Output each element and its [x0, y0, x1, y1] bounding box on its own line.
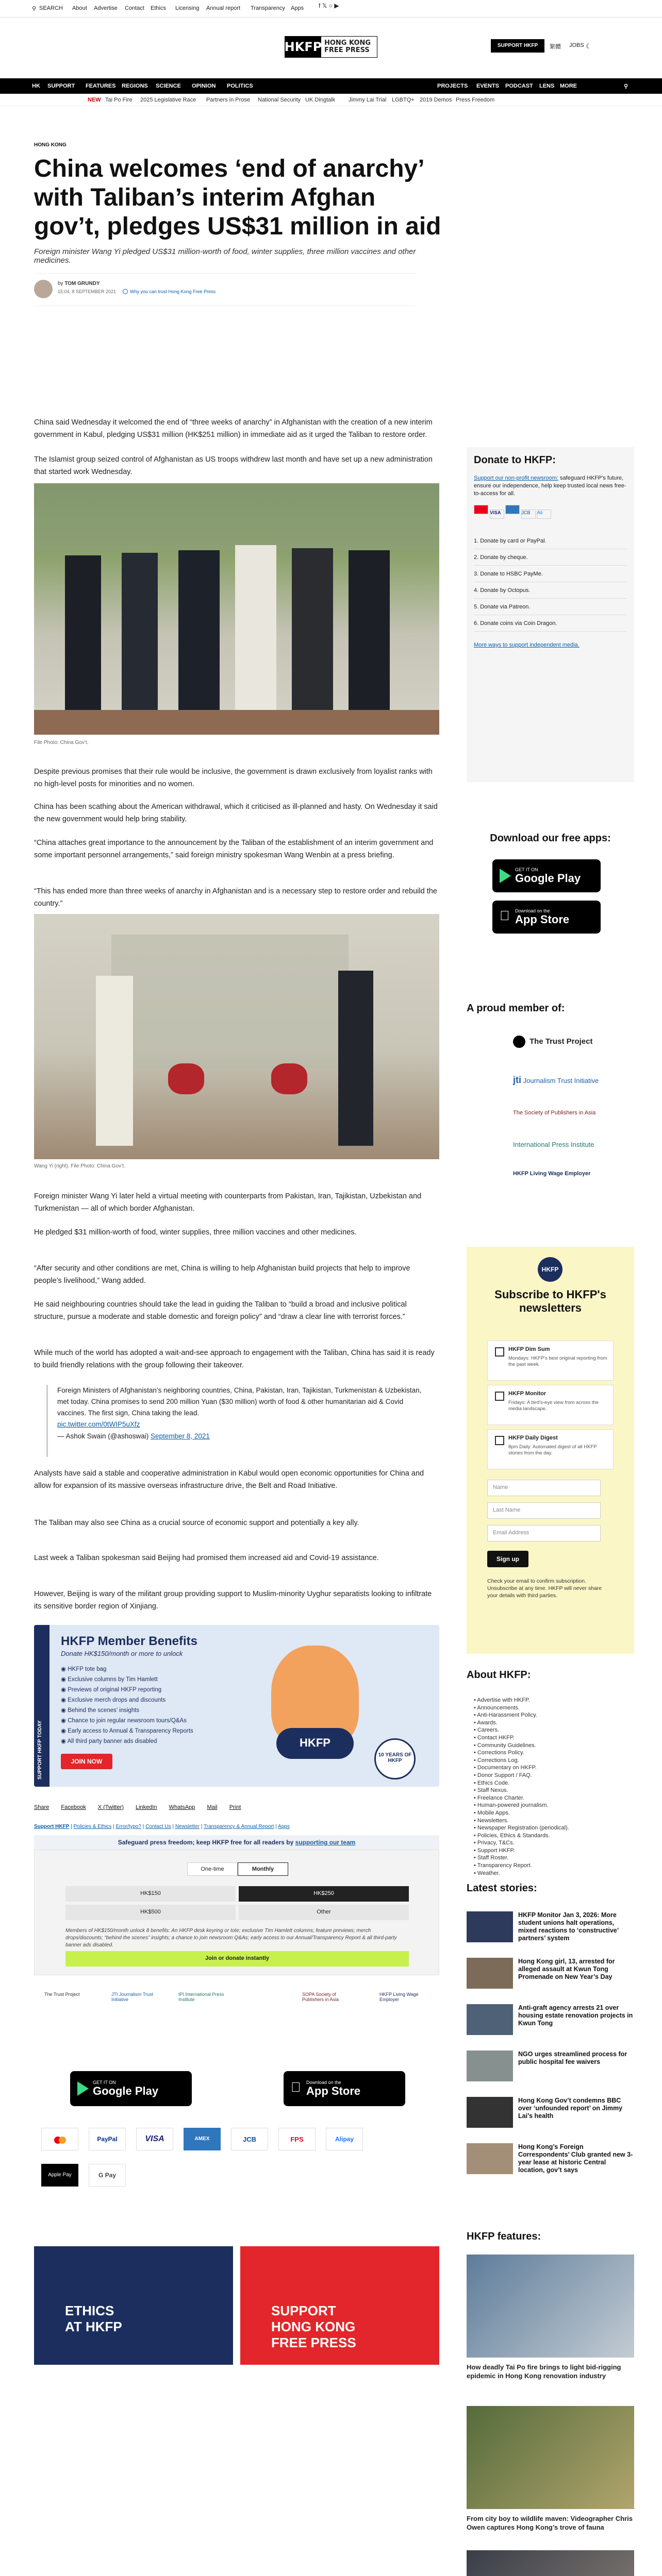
nav-events[interactable]: EVENTS	[476, 83, 500, 89]
footer-link[interactable]: Newsletter	[175, 1824, 200, 1829]
donate-method[interactable]: 2. Donate by cheque.	[474, 549, 627, 566]
about-box	[467, 1669, 634, 1877]
nav-support[interactable]: SUPPORT	[47, 83, 75, 89]
feature-title[interactable]: From city boy to wildlife maven: Videographer Chris Owen captures Hong Kong’s trove of fauna	[467, 2515, 633, 2531]
feature-image[interactable]	[467, 2550, 634, 2576]
nav-features[interactable]: FEATURES	[86, 83, 116, 89]
article-subtitle: Foreign minister Wang Yi pledged US$31 million-worth of food, winter supplies, three million vaccines and other medicines.	[34, 247, 416, 265]
about-link[interactable]: • Support HKFP.	[474, 1847, 515, 1854]
about-links	[467, 1697, 634, 1877]
sidebar-payment-icons: VISA JCB Ali	[474, 505, 627, 528]
search-icon[interactable]: ⚲	[32, 6, 37, 12]
apple-icon	[500, 909, 512, 922]
top-link-apps[interactable]: Apps	[291, 5, 304, 11]
about-link[interactable]: • Documentary on HKFP.	[474, 1765, 537, 1771]
payment-icons	[41, 2128, 433, 2200]
footer-link[interactable]: Support HKFP	[34, 1824, 70, 1829]
share-facebook[interactable]: Facebook	[61, 1804, 86, 1810]
member-benefits-banner[interactable]	[34, 1625, 439, 1787]
about-link[interactable]: • Policies, Ethics & Standards.	[474, 1832, 550, 1839]
gp-caption: GET IT ON	[93, 2080, 116, 2085]
safeguard-text: Safeguard press freedom; keep HKFP free for all readers by	[118, 1839, 294, 1846]
donate-desc: safeguard HKFP's future, ensure our independence, help keep trusted local news free-to-access for all.	[474, 475, 626, 497]
footer-link[interactable]: Policies & Ethics	[73, 1824, 112, 1829]
sidebar-app-store-button[interactable]	[492, 901, 601, 934]
ethics-banner[interactable]	[34, 2246, 233, 2365]
article-paragraph: The Taliban may also see China as a crucial source of economic support and potentially a key ally.	[34, 1519, 359, 1527]
support-hkfp-button[interactable]: SUPPORT HKFP	[491, 39, 544, 53]
about-link[interactable]: • Anti-Harassment Policy.	[474, 1712, 537, 1719]
share-whatsapp[interactable]: WhatsApp	[169, 1804, 195, 1810]
jobs-link[interactable]: JOBS	[569, 42, 584, 48]
info-icon	[123, 289, 128, 294]
badge-trust-project[interactable]: The Trust Project	[44, 1992, 80, 1997]
top-bar	[0, 0, 662, 18]
as-caption: Download on the	[515, 908, 550, 913]
ticker-item[interactable]: Partners in Prose	[206, 97, 250, 103]
join-now-button[interactable]: JOIN NOW	[61, 1754, 112, 1769]
nav-projects[interactable]: PROJECTS	[437, 83, 468, 89]
trust-link[interactable]: Why you can trust Hong Kong Free Press	[130, 289, 216, 294]
feature-image[interactable]	[467, 2406, 634, 2509]
article-paragraph: While much of the world has adopted a wait-and-see approach to engagement with the Taliban, China has said it is ready to build friendly relations with the group following their takeover.	[34, 1349, 435, 1369]
figure-person	[65, 555, 101, 710]
banner-side-text: SUPPORT HKFP TODAY	[37, 1720, 43, 1780]
badge-sopa[interactable]: SOPA Society of Publishers in Asia	[302, 1992, 339, 2002]
badge-jti[interactable]: JTI Journalism Trust Initiative	[111, 1992, 154, 2002]
share-print[interactable]: Print	[229, 1804, 241, 1810]
share-mail[interactable]: Mail	[207, 1804, 218, 1810]
landscape-painting	[111, 935, 349, 1069]
promo-sub: Donate HK$150/month or more to unlock	[61, 1650, 183, 1657]
article-paragraph: “China attaches great importance to the announcement by the Taliban of the establishment of an interim government and some important personnel arrangements,” said foreign ministry spokesman Wang Wenbin at a press briefing.	[34, 839, 434, 859]
join-donate-button[interactable]: Join or donate instantly	[65, 1951, 409, 1967]
top-link-annual-report[interactable]: Annual report	[206, 5, 241, 11]
about-link[interactable]: • Staff Roster.	[474, 1855, 509, 1861]
email-input[interactable]: Email Address	[487, 1525, 601, 1541]
nav-hk[interactable]: HK	[32, 83, 40, 89]
amount-option[interactable]: HK$500	[65, 1905, 236, 1920]
about-link[interactable]: • Donor Support / FAQ.	[474, 1772, 532, 1778]
member-jti[interactable]: jti Journalism Trust Initiative	[513, 1075, 599, 1085]
donate-method[interactable]: 5. Donate via Patreon.	[474, 599, 627, 615]
article-paragraph: China said Wednesday it welcomed the end of “three weeks of anarchy” in Afghanistan with the creation of a new interim government in Kabul, pledging US$31 million (HK$251 million) in immediate aid as it urged the Taliban to restore order.	[34, 418, 433, 439]
article-paragraph: Last week a Taliban spokesman said Beijing had promised them increased aid and Covid-19 assistance.	[34, 1554, 379, 1562]
section-label[interactable]: HONG KONG	[34, 142, 67, 148]
about-link[interactable]: • Privacy, T&Cs.	[474, 1840, 515, 1846]
checkbox[interactable]	[495, 1436, 504, 1445]
top-link-about[interactable]: About	[72, 5, 87, 11]
promo-benefit: ◉ Chance to join regular newsroom tours/Q&As	[61, 1718, 187, 1724]
article-paragraph: However, Beijing is wary of the militant group providing support to Muslim-minority Uyghur separatists looking to infiltrate its sensitive border region of Xinjiang.	[34, 1590, 432, 1611]
ticker-label: NEW	[88, 97, 101, 103]
photo-caption: Wang Yi (right). File Photo: China Gov’t.	[34, 1163, 125, 1169]
nav-podcast[interactable]: PODCAST	[505, 83, 533, 89]
article-paragraph: “After security and other conditions are met, China is willing to help Afghanistan build projects that help to improve people’s livelihood,” Wang added.	[34, 1264, 410, 1285]
signup-button[interactable]: Sign up	[487, 1551, 528, 1567]
figure-person	[338, 971, 373, 1146]
support-banner[interactable]	[240, 2246, 439, 2365]
article-photo-1	[34, 483, 439, 735]
checkbox-checked[interactable]	[495, 1392, 504, 1401]
promo-benefit: ◉ Early access to Annual & Transparency Reports	[61, 1728, 193, 1734]
pay-amex-icon: AMEX	[184, 2128, 221, 2150]
article-photo-2	[34, 914, 439, 1159]
donate-method[interactable]: 3. Donate to HSBC PayMe.	[474, 566, 627, 582]
google-play-button[interactable]	[70, 2071, 192, 2106]
tweet-text: Foreign Ministers of Afghanistan’s neighboring countries, China, Pakistan, Iran, Tajikistan, Turkmenistan & Uzbekistan, met today. China promises to send 200 million Yuan ($30 million) worth of food & other humanitarian aid & Covid vaccines. The first sign, China taking the lead.	[57, 1386, 422, 1417]
share-bar	[34, 1804, 439, 1812]
about-link[interactable]: • Corrections Policy.	[474, 1750, 524, 1756]
features-box	[467, 2231, 634, 2531]
donate-heading: Donate to HKFP:	[474, 454, 556, 466]
logo-mark: HKFP	[285, 37, 321, 57]
latest-heading: Latest stories:	[467, 1883, 537, 1894]
nav-lens[interactable]: LENS	[539, 83, 555, 89]
top-link-ethics[interactable]: Ethics	[151, 5, 166, 11]
newsletter-option[interactable]: HKFP Dim Sum Mondays: HKFP's best original reporting from the past week.	[487, 1341, 614, 1381]
share-twitter[interactable]: X (Twitter)	[97, 1804, 124, 1810]
social-icons[interactable]: f 𝕏 ○ ▶	[319, 2, 339, 9]
pay-gpay-icon: G Pay	[89, 2164, 126, 2187]
apps-box	[467, 833, 634, 926]
moon-icon[interactable]: ☾	[586, 42, 592, 50]
about-link[interactable]: • Freelance Charter.	[474, 1794, 525, 1801]
anniversary-badge: 10 YEARS OF HKFP	[374, 1738, 416, 1780]
figure-person	[122, 553, 158, 710]
newsletter-title: Subscribe to HKFP's newsletters	[494, 1288, 606, 1314]
nav-opinion[interactable]: OPINION	[192, 83, 216, 89]
ticker-item[interactable]: Press Freedom	[456, 97, 495, 103]
gp-caption: GET IT ON	[515, 867, 538, 872]
hkfp-logo[interactable]	[285, 36, 377, 58]
app-store-button[interactable]	[284, 2071, 405, 2106]
about-link[interactable]: • Newspaper Registration (periodical).	[474, 1825, 569, 1832]
byline-by: by	[58, 281, 63, 286]
pay-alipay-icon: Alipay	[326, 2128, 363, 2150]
nav-politics[interactable]: POLITICS	[227, 83, 253, 89]
features-heading: HKFP features:	[467, 2231, 541, 2242]
member-trust-project[interactable]: The Trust Project	[513, 1036, 616, 1048]
article-paragraph: He pledged $31 million-worth of food, winter supplies, three million vaccines and other medicines.	[34, 1228, 357, 1236]
amount-option-selected[interactable]: HK$250	[239, 1886, 409, 1902]
logo-line1: HONG KONG	[324, 39, 371, 47]
tab-monthly[interactable]: Monthly	[238, 1862, 288, 1876]
tab-one-time[interactable]: One-time	[187, 1862, 238, 1876]
pay-applepay-icon: Apple Pay	[41, 2164, 78, 2187]
about-link[interactable]: • Weather.	[474, 1870, 500, 1876]
about-link[interactable]: • Contact HKFP.	[474, 1734, 515, 1741]
figure-person	[349, 550, 390, 710]
ticker-item[interactable]: Tai Po Fire	[105, 97, 133, 103]
tweet-pic-link[interactable]: pic.twitter.com/0tWIP5uXfz	[57, 1420, 140, 1428]
author-name[interactable]: TOM GRUNDY	[64, 281, 100, 286]
amount-option[interactable]: HK$150	[65, 1886, 236, 1902]
top-link-transparency[interactable]: Transparency	[251, 5, 285, 11]
about-link[interactable]: • Mobile Apps.	[474, 1809, 510, 1816]
feature-title[interactable]: How deadly Tai Po fire brings to light bid-rigging epidemic in Hong Kong renovation industry	[467, 2363, 621, 2380]
footer-link[interactable]: Error/typo?	[115, 1824, 142, 1829]
article-paragraph: “This has ended more than three weeks of anarchy in Afghanistan and is a necessary step to restore order and rebuild the country.”	[34, 887, 437, 908]
article-paragraph: Foreign minister Wang Yi later held a virtual meeting with counterparts from Pakistan, Iran, Tajikistan, Uzbekistan and Turkmenistan — all of which border Afghanistan.	[34, 1192, 422, 1213]
google-play-icon	[500, 869, 511, 883]
ticker-bar	[0, 94, 662, 106]
article-paragraph: China has been scathing about the American withdrawal, which it criticised as ill-planned and hasty. On Wednesday it said the new government would help bring stability.	[34, 803, 438, 823]
figure-person	[96, 976, 133, 1146]
latest-heading-box	[467, 1883, 634, 1894]
figure-person	[235, 545, 276, 710]
pay-paypal-icon: PayPal	[89, 2128, 126, 2150]
sidebar-google-play-button[interactable]	[492, 859, 601, 892]
nav-science[interactable]: SCIENCE	[156, 83, 181, 89]
more-ways-link[interactable]: More ways to support independent media.	[474, 642, 580, 648]
support-team-link[interactable]: supporting our team	[295, 1839, 356, 1846]
main-nav	[0, 78, 662, 94]
as-name: App Store	[306, 2084, 361, 2097]
byline-bar	[34, 273, 416, 306]
about-link[interactable]: • Advertise with HKFP.	[474, 1697, 530, 1703]
donate-method[interactable]: 1. Donate by card or PayPal.	[474, 533, 627, 549]
newsletter-option[interactable]: HKFP Daily Digest 8pm Daily: Automated digest of all HKFP stories from the day.	[487, 1429, 614, 1469]
newsletter-logo: HKFP	[538, 1257, 562, 1282]
badge-living-wage[interactable]: HKFP Living Wage Employer	[379, 1992, 419, 2002]
about-link[interactable]: • Transparency Report.	[474, 1862, 532, 1869]
footer-link[interactable]: Apps	[278, 1824, 290, 1829]
about-link[interactable]: • Corrections Log.	[474, 1757, 519, 1764]
apps-heading: Download our free apps:	[490, 833, 611, 844]
about-heading: About HKFP:	[467, 1669, 531, 1681]
feature-image[interactable]	[467, 2255, 634, 2358]
about-link[interactable]: • Careers.	[474, 1727, 500, 1734]
embedded-tweet	[46, 1385, 428, 1457]
figure-person	[178, 550, 220, 710]
footer-link[interactable]: Contact Us	[145, 1824, 171, 1829]
promo-benefit: ◉ Previews of original HKFP reporting	[61, 1687, 162, 1693]
donate-support-link[interactable]: Support our non-profit newsroom:	[474, 475, 558, 481]
about-link[interactable]: • Awards.	[474, 1719, 498, 1726]
nav-regions[interactable]: REGIONS	[122, 83, 148, 89]
about-link[interactable]: • Community Guidelines.	[474, 1742, 536, 1749]
ticker-item[interactable]: UK Dingtalk	[305, 97, 336, 103]
share-linkedin[interactable]: LinkedIn	[135, 1804, 157, 1810]
article-paragraph: Despite previous promises that their rule would be inclusive, the government is drawn exclusively from loyalist ranks with no high-level posts for minorities and no women.	[34, 768, 433, 788]
flowers	[168, 1063, 204, 1094]
figure-person	[292, 548, 333, 710]
ticker-item[interactable]: Jimmy Lai Trial	[349, 97, 387, 103]
mascot-shirt: HKFP	[276, 1728, 354, 1759]
nav-search-icon[interactable]: ⚲	[624, 83, 628, 90]
about-link[interactable]: • Newsletters.	[474, 1817, 509, 1824]
as-caption: Download on the	[306, 2080, 341, 2085]
article-title: China welcomes ‘end of anarchy’ with Taliban’s interim Afghan gov’t, pledges US$31 million in aid	[34, 155, 441, 240]
gp-name: Google Play	[93, 2084, 159, 2097]
name-input[interactable]: Name	[487, 1480, 601, 1496]
top-link-contact[interactable]: Contact	[125, 5, 144, 11]
footer-links: Support HKFP | Policies & Ethics | Error/typo? | Contact Us | Newsletter | Transparency & Annual Report | Apps	[34, 1824, 290, 1829]
badge-ipi[interactable]: IPI International Press Institute	[178, 1992, 224, 2002]
article-paragraph: He said neighbouring countries should take the lead in guiding the Taliban to “build a broad and inclusive political structure, pursue a moderate and stable domestic and foreign policy” and “draw a clear line with terrorist forces.”	[34, 1300, 407, 1321]
donate-box	[467, 447, 634, 782]
top-link-search[interactable]: SEARCH	[39, 5, 63, 11]
promo-benefit: ◉ HKFP tote bag	[61, 1666, 107, 1672]
photo-caption: File Photo: China Gov’t.	[34, 740, 89, 745]
article-paragraph: The Islamist group seized control of Afghanistan as US troops withdrew last month and have set up a new administration that started work Wednesday.	[34, 455, 433, 476]
gp-name: Google Play	[515, 872, 581, 885]
footer-link[interactable]: Transparency & Annual Report	[204, 1824, 274, 1829]
pay-mastercard-icon	[41, 2128, 78, 2150]
promo-benefit: ◉ Exclusive merch drops and discounts	[61, 1697, 166, 1703]
checkbox-checked[interactable]	[495, 1347, 504, 1357]
donate-method[interactable]: 4. Donate by Octopus.	[474, 582, 627, 599]
promo-title: HKFP Member Benefits	[61, 1634, 197, 1648]
top-link-licensing[interactable]: Licensing	[175, 5, 200, 11]
article-date: 15:04, 8 SEPTEMBER 2021	[58, 289, 117, 294]
tweet-author: — Ashok Swain (@ashoswai)	[57, 1432, 149, 1440]
pay-jcb-icon: JCB	[231, 2128, 268, 2150]
ticker-item[interactable]: National Security	[258, 97, 301, 103]
about-link[interactable]: • Ethics Code.	[474, 1780, 510, 1786]
ticker-item[interactable]: 2019 Demos	[420, 97, 452, 103]
pay-fps-icon: FPS	[278, 2128, 316, 2150]
newsletter-note: Check your email to confirm subscription. Unsubscribe at any time. HKFP will never share your details with third parties.	[487, 1578, 602, 1599]
safeguard-banner	[34, 1835, 439, 1850]
ticker-item[interactable]: 2025 Legislative Race	[140, 97, 196, 103]
apple-icon	[291, 2080, 303, 2094]
last-name-input[interactable]: Last Name	[487, 1502, 601, 1519]
promo-benefit: ◉ Exclusive columns by Tim Hamlett	[61, 1676, 158, 1683]
author-avatar	[34, 280, 53, 298]
newsletter-box	[467, 1247, 634, 1654]
promo-benefit: ◉ Behind the scenes’ insights	[61, 1707, 140, 1714]
share-link[interactable]: Share	[34, 1804, 49, 1810]
donate-description: Members of HK$150/month unlock 8 benefits: An HKFP desk keyring or tote; exclusive Tim Hamlett columns; feature previews; merch drops/discounts; “behind the scenes” insights; a chance to join newsroom Q&As; early access to our Annual/Transparency Report & all third-party banner ads disabled.	[65, 1928, 397, 1948]
promo-benefit: ◉ All third party banner ads disabled	[61, 1738, 157, 1744]
ticker-item[interactable]: LGBTQ+	[392, 97, 415, 103]
support-banner-text: SUPPORT HONG KONG FREE PRESS	[271, 2303, 356, 2350]
member-heading: A proud member of:	[467, 1003, 565, 1014]
as-name: App Store	[515, 913, 570, 926]
amount-option[interactable]: Other	[239, 1905, 409, 1920]
donate-method[interactable]: 6. Donate coins via Coin Dragon.	[474, 615, 627, 632]
nav-more[interactable]: MORE	[560, 83, 577, 89]
tweet-date-link[interactable]: September 8, 2021	[151, 1432, 210, 1440]
newsletter-option[interactable]: HKFP Monitor Fridays: A bird's-eye view from across the media landscape.	[487, 1385, 614, 1425]
member-sopa[interactable]: The Society of Publishers in Asia	[513, 1110, 596, 1116]
article-paragraph: Analysts have said a stable and cooperative administration in Kabul would open economic opportunities for China and allow for expansion of its massive overseas infrastructure drive, the Belt and Road Initiative.	[34, 1469, 424, 1490]
ethics-banner-text: ETHICS AT HKFP	[65, 2303, 122, 2334]
google-play-icon	[77, 2081, 89, 2096]
donation-widget	[34, 1850, 439, 1975]
logo-line2: FREE PRESS	[324, 46, 370, 54]
lang-switch[interactable]: 繁體	[550, 44, 561, 50]
top-link-advertise[interactable]: Advertise	[94, 5, 118, 11]
about-link[interactable]: • Announcements.	[474, 1704, 520, 1711]
about-link[interactable]: • Staff Nexus.	[474, 1787, 508, 1794]
about-link[interactable]: • Human-powered journalism.	[474, 1802, 549, 1809]
member-living-wage[interactable]: HKFP Living Wage Employer	[513, 1171, 591, 1177]
pay-visa-icon: VISA	[136, 2128, 173, 2150]
flowers	[271, 1063, 307, 1094]
member-badges-row	[34, 1992, 439, 2012]
member-ipi[interactable]: International Press Institute	[513, 1141, 594, 1148]
